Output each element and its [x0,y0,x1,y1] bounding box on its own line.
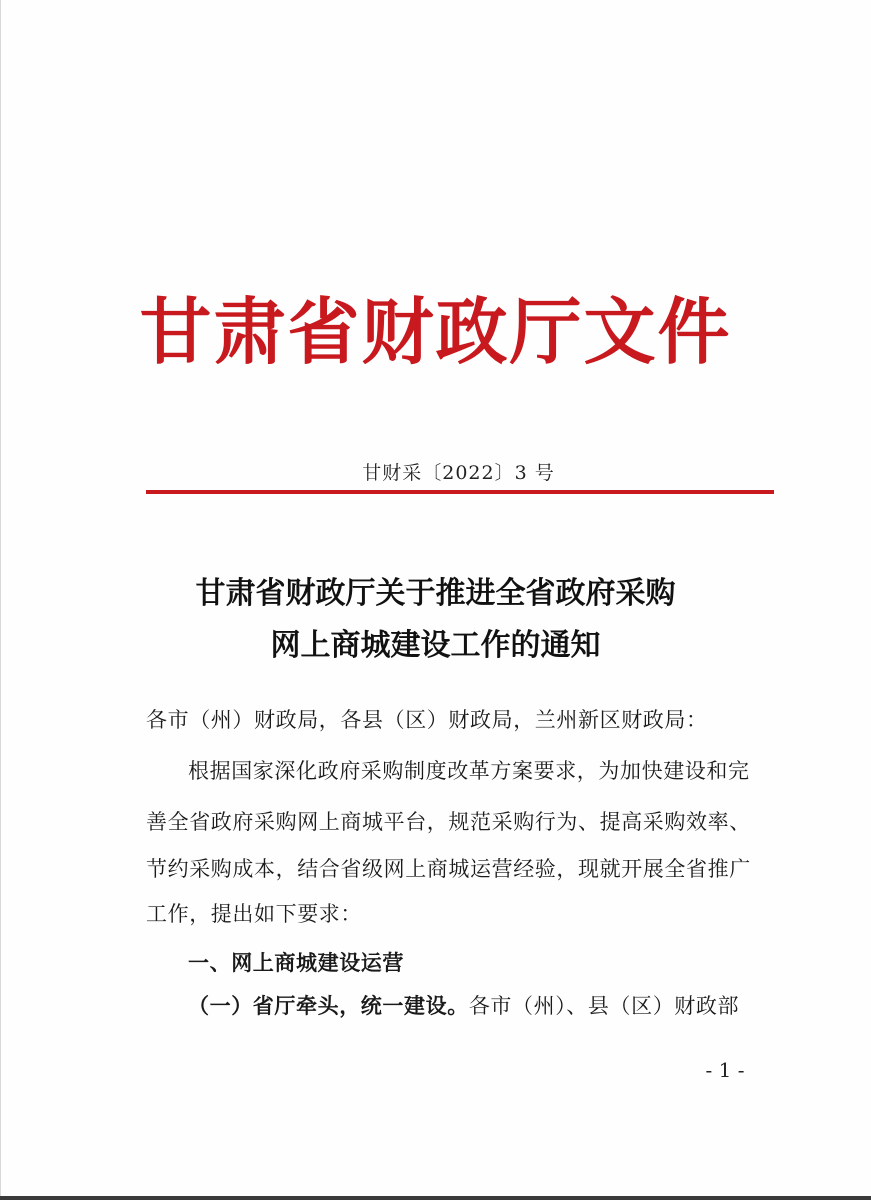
section-1-heading: 一、网上商城建设运营 [188,950,404,975]
paragraph-1-line-4: 工作，提出如下要求： [146,902,362,926]
subsection-1-text: 各市（州）、县（区）财政部 [468,994,740,1018]
red-divider-line [146,490,774,494]
addressee-line: 各市（州）财政局，各县（区）财政局，兰州新区财政局： [146,708,708,732]
document-number: 甘财采〔2022〕3 号 [362,462,555,484]
notice-title-line-2: 网上商城建设工作的通知 [270,628,601,663]
notice-title [0,568,871,672]
page-bottom-edge [0,1196,871,1200]
masthead-title: 甘肃省财政厅文件 [139,289,732,374]
subsection-1-label: （一）省厅牵头，统一建设。 [188,993,469,1018]
notice-title-line-1: 甘肃省财政厅关于推进全省政府采购 [195,576,676,611]
paragraph-1-line-3: 节约采购成本，结合省级网上商城运营经验，现就开展全省推广 [146,857,751,881]
paragraph-1-line-2: 善全省政府采购网上商城平台，规范采购行为、提高采购效率、 [146,810,751,834]
subsection-1-line [188,990,818,1020]
page-number: - 1 - [705,1058,745,1082]
paragraph-1-line-1: 根据国家深化政府采购制度改革方案要求，为加快建设和完 [188,759,750,783]
